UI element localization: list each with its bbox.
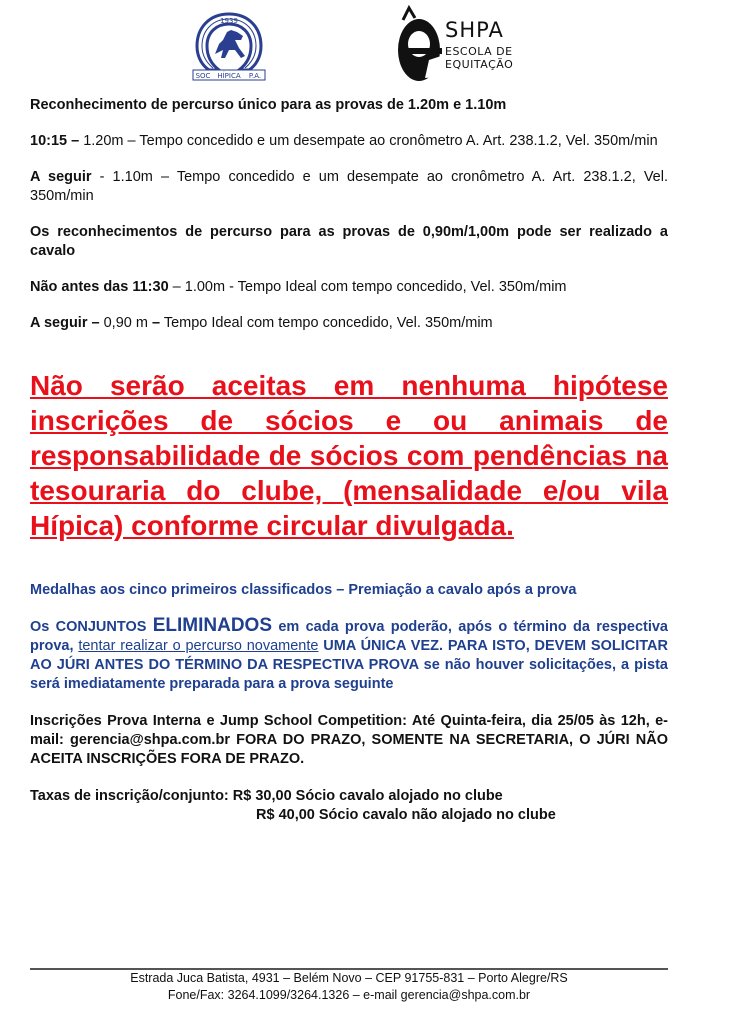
taxa-nao-alojado: R$ 40,00 Sócio cavalo não alojado no clube (256, 807, 556, 823)
prova-time: A seguir – (30, 315, 100, 331)
svg-text:SOC: SOC (195, 72, 211, 80)
prova-1-10 (30, 168, 668, 206)
taxas-label: Taxas de inscrição/conjunto: (30, 788, 229, 804)
footer-address: Estrada Juca Batista, 4931 – Belém Novo – CEP 91755-831 – Porto Alegre/RS (130, 971, 568, 985)
reconhecimento-title: Reconhecimento de percurso único para as provas de 1.20m e 1.10m (30, 97, 507, 113)
eliminados-notice: Os CONJUNTOS ELIMINADOS em cada prova poderão, após o término da respectiva prova, tentar realizar o percurso novamente UMA ÚNICA VEZ. PARA ISTO, DEVEM SOLICITAR AO JÚRI ANTES DO TÉRMINO DA RESPECTIVA PROVA se não houver solicitações, a pista será imediatamente preparada para a prova seguinte (30, 615, 668, 692)
document-body (30, 96, 668, 825)
shpa-e-icon (395, 4, 447, 86)
shpa-subtitle-1: ESCOLA DE (445, 45, 513, 58)
prova-1-20 (30, 132, 668, 151)
prova-time: Não antes das 11:30 (30, 279, 169, 295)
warning-notice: Não serão aceitas em nenhuma hipótese inscrições de sócios e ou animais de responsabilidade de sócios com pendências na tesouraria do clube, (mensalidade e/ou vila Hípica) conforme circular divulgada. (30, 370, 668, 541)
prova-description: 1.20m – Tempo concedido e um desempate ao cronômetro A. Art. 238.1.2, Vel. 350m/min (79, 133, 658, 149)
footer (30, 970, 668, 1004)
prova-time: 10:15 – (30, 133, 80, 149)
medalhas-notice: Medalhas aos cinco primeiros classificados – Premiação a cavalo após a prova (30, 582, 577, 598)
shpa-subtitle-2: EQUITAÇÃO (445, 58, 514, 71)
prova-time: A seguir (30, 169, 92, 185)
logo-year: 1939 (220, 17, 238, 25)
taxas-line-1 (30, 787, 668, 806)
eliminados-emphasis: ELIMINADOS (152, 615, 273, 636)
shpa-name: SHPA (445, 18, 504, 42)
svg-text:P.A.: P.A. (248, 72, 262, 80)
taxa-alojado: R$ 30,00 Sócio cavalo alojado no clube (228, 788, 503, 804)
taxas-line-2 (30, 806, 668, 825)
underlined-text: tentar realizar o percurso novamente (78, 638, 319, 654)
inscricoes-notice: Inscrições Prova Interna e Jump School Competition: Até Quinta-feira, dia 25/05 às 12h, e-mail: gerencia@shpa.com.br FORA DO PRAZO, SOMENTE NA SECRETARIA, O JÚRI NÃO ACEITA INSCRIÇÕES FORA DE PRAZO. (30, 713, 668, 767)
sociedade-hipica-logo (189, 10, 269, 82)
prova-description: - 1.10m – Tempo concedido e um desempate ao cronômetro A. Art. 238.1.2, Vel. 350m/min (30, 169, 668, 204)
prova-description: – 1.00m - Tempo Ideal com tempo concedido, Vel. 350m/mim (168, 279, 567, 295)
svg-text:HÍPICA: HÍPICA (217, 72, 241, 80)
prova-0-90: A seguir – 0,90 m – Tempo Ideal com tempo concedido, Vel. 350m/mim (30, 315, 493, 331)
footer-contact: Fone/Fax: 3264.1099/3264.1326 – e-mail gerencia@shpa.com.br (167, 988, 531, 1002)
reconhecimento-cavalo: Os reconhecimentos de percurso para as provas de 0,90m/1,00m pode ser realizado a cavalo (30, 224, 668, 259)
prova-1-00 (30, 278, 668, 297)
shpa-logo (395, 4, 535, 86)
